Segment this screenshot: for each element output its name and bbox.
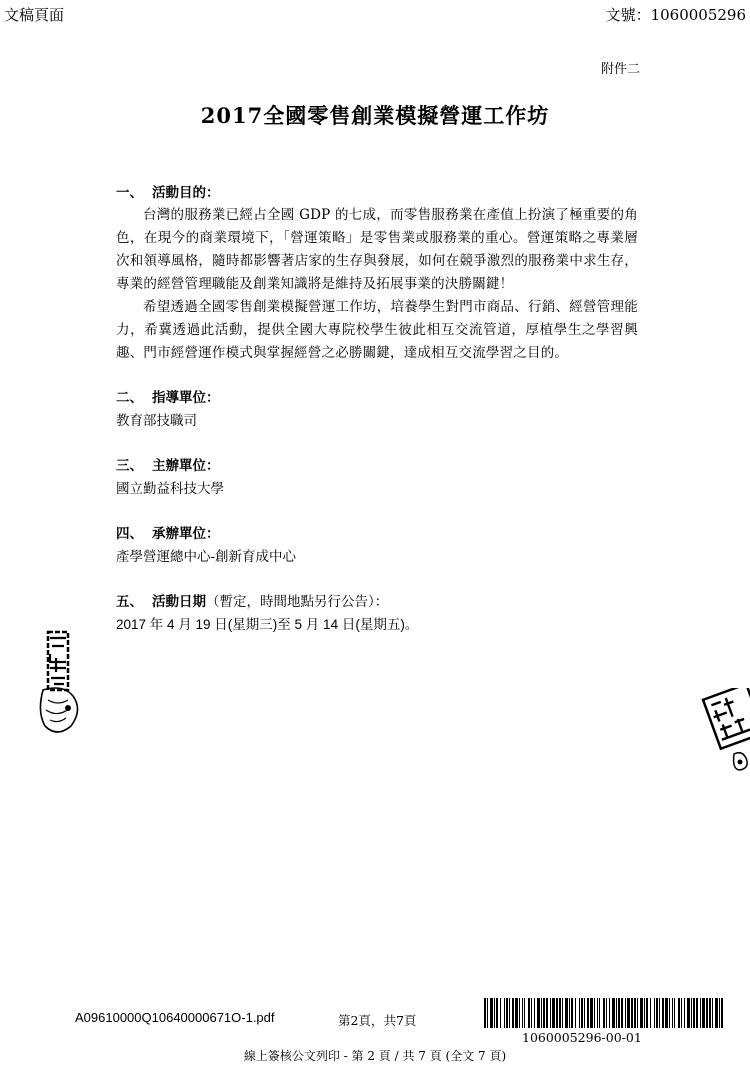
document-body	[116, 182, 638, 637]
section-number: 四、	[116, 526, 143, 542]
barcode	[484, 998, 724, 1028]
section-title: 主辦單位：	[152, 458, 220, 474]
supervisor-text: 教育部技職司	[116, 413, 197, 429]
section-date-heading	[116, 591, 638, 613]
section-supervisor-heading	[116, 387, 638, 409]
seal-stamp-left	[38, 628, 88, 738]
purpose-paragraph: 台灣的服務業已經占全國 GDP 的七成，而零售服務業在產值上扮演了極重要的角色，在現今的商業環境下，「營運策略」是零售業或服務業的重心。營運策略之專業層次和領導風格，隨時都影響著店家的生存與發展，如何在競爭激烈的服務業中求生存，專業的經營管理職能及創業知識將是維持及拓展事業的決勝關鍵！	[116, 207, 638, 292]
date-text: 2017 年 4 月 19 日(星期三)至 5 月 14 日(星期五)。	[116, 617, 419, 632]
section-co-organizer-heading	[116, 523, 638, 545]
section-organizer-heading	[116, 455, 638, 477]
section-number: 五、	[116, 594, 143, 610]
page-title: 2017全國零售創業模擬營運工作坊	[200, 103, 550, 128]
document-type-label: 文稿頁面	[4, 6, 65, 24]
section-title: 活動目的：	[152, 185, 220, 201]
footer-filename: A09610000Q10640000671O-1.pdf	[75, 1010, 275, 1025]
section-title: 活動日期	[152, 594, 206, 610]
co-organizer-text: 產學營運總中心-創新育成中心	[116, 549, 297, 565]
purpose-paragraph: 希望透過全國零售創業模擬營運工作坊，培養學生對門市商品、行銷、經營管理能力，希冀透過此活動，提供全國大專院校學生彼此相互交流管道，厚植學生之學習興趣、門市經營運作模式與掌握經營之必勝關鍵，達成相互交流學習之目的。	[116, 299, 638, 361]
section-number: 三、	[116, 458, 143, 474]
section-title: 指導單位：	[152, 390, 220, 406]
section-title: 承辦單位：	[152, 526, 220, 542]
footer-page-info: 第2頁，共7頁	[338, 1013, 417, 1028]
organizer-text: 國立勤益科技大學	[116, 481, 224, 497]
footer-print-line: 線上簽核公文列印 - 第 2 頁 / 共 7 頁 (全文 7 頁)	[243, 1049, 507, 1063]
date-note: （暫定，時間地點另行公告）：	[206, 594, 389, 610]
attachment-label: 附件二	[600, 62, 640, 77]
seal-stamp-right	[700, 688, 750, 778]
document-number: 文號：1060005296	[605, 6, 746, 24]
barcode-number: 1060005296-00-01	[522, 1030, 642, 1045]
section-purpose-heading	[116, 182, 638, 204]
section-number: 二、	[116, 390, 143, 406]
section-number: 一、	[116, 185, 143, 201]
